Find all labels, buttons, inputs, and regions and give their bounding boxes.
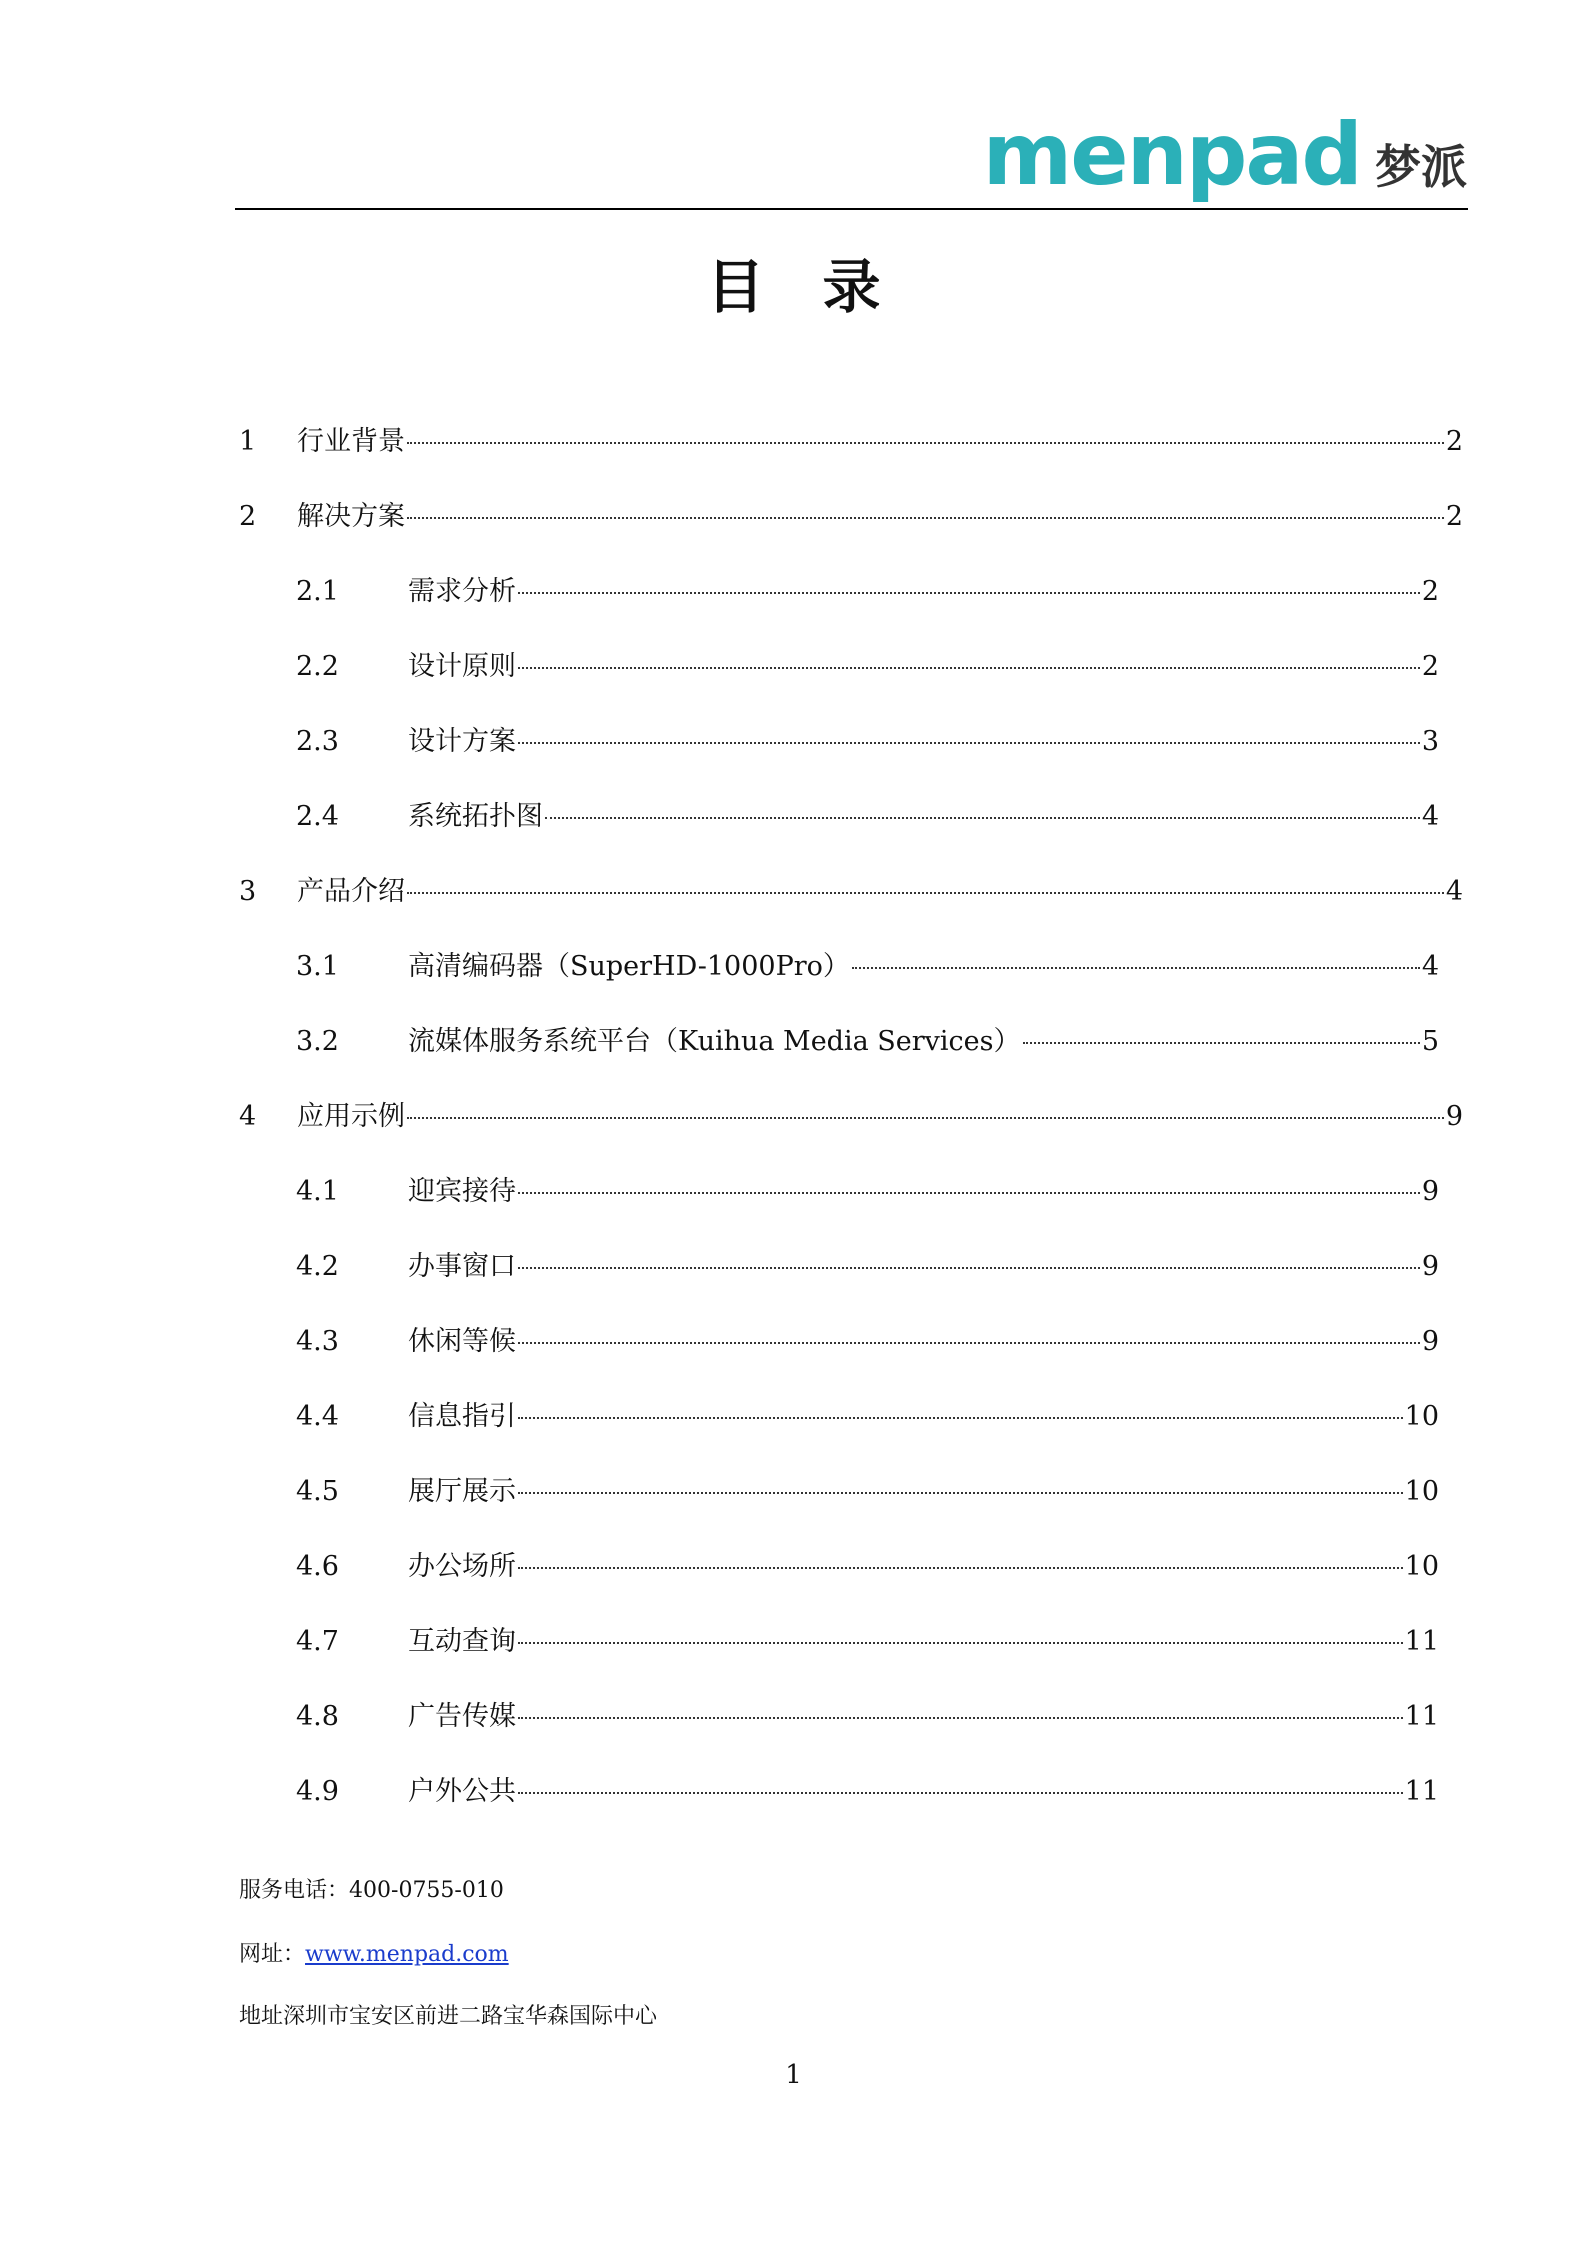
toc-entry-number: 4.8 — [296, 1701, 339, 1732]
page-title: 目录 — [706, 253, 939, 321]
toc-entry[interactable] — [239, 1097, 1463, 1137]
toc-entry-number: 3.2 — [296, 1026, 339, 1057]
toc-dot-leader — [518, 1567, 1403, 1569]
toc-entry-label: 迎宾接待 — [408, 1176, 516, 1207]
page-number: 1 — [785, 2060, 802, 2090]
toc-entry-page: 4 — [1421, 801, 1439, 832]
toc-entry[interactable] — [239, 872, 1463, 912]
toc-entry[interactable] — [296, 1397, 1439, 1437]
toc-entry-page: 11 — [1404, 1701, 1439, 1732]
toc-dot-leader — [407, 442, 1444, 444]
toc-entry-label: 互动查询 — [408, 1626, 516, 1657]
toc-entry-number: 4.4 — [296, 1401, 339, 1432]
brand-logo — [982, 105, 1467, 205]
toc-entry-page: 2 — [1421, 576, 1439, 607]
toc-entry-label: 产品介绍 — [297, 876, 405, 907]
toc-entry-number: 4.9 — [296, 1776, 339, 1807]
footer-address: 地址深圳市宝安区前进二路宝华森国际中心 — [239, 2004, 658, 2029]
toc-entry[interactable] — [296, 1322, 1439, 1362]
toc-entry-label: 设计方案 — [408, 726, 516, 757]
toc-entry-number: 2.2 — [296, 651, 339, 682]
toc-entry-page: 4 — [1445, 876, 1463, 907]
toc-entry-number: 4.1 — [296, 1176, 339, 1207]
toc-entry-page: 9 — [1421, 1176, 1439, 1207]
toc-entry-page: 10 — [1404, 1476, 1439, 1507]
header-divider — [235, 208, 1468, 210]
footer-phone-label: 服务电话： — [239, 1878, 350, 1903]
toc-entry-page: 2 — [1445, 426, 1463, 457]
footer-phone — [239, 1876, 504, 1906]
toc-entry-number: 2 — [239, 501, 257, 532]
logo-wordmark: menpad — [982, 105, 1361, 205]
toc-dot-leader — [518, 592, 1420, 594]
toc-entry[interactable] — [296, 947, 1439, 987]
toc-entry-page: 11 — [1404, 1776, 1439, 1807]
toc-entry-page: 11 — [1404, 1626, 1439, 1657]
toc-entry-page: 10 — [1404, 1401, 1439, 1432]
toc-entry[interactable] — [296, 1172, 1439, 1212]
toc-entry-number: 3 — [239, 876, 257, 907]
toc-entry-number: 4 — [239, 1101, 257, 1132]
toc-dot-leader — [518, 1267, 1420, 1269]
toc-entry[interactable] — [239, 497, 1463, 537]
toc-entry-label: 流媒体服务系统平台（Kuihua Media Services） — [408, 1026, 1021, 1057]
toc-dot-leader — [852, 967, 1420, 969]
toc-dot-leader — [518, 1417, 1403, 1419]
toc-entry-label: 应用示例 — [297, 1101, 405, 1132]
toc-dot-leader — [545, 817, 1420, 819]
toc-entry-page: 9 — [1421, 1326, 1439, 1357]
toc-entry-label: 办公场所 — [408, 1551, 516, 1582]
toc-entry[interactable] — [296, 1022, 1439, 1062]
toc-entry-page: 10 — [1404, 1551, 1439, 1582]
toc-entry[interactable] — [296, 1247, 1439, 1287]
toc-dot-leader — [407, 517, 1444, 519]
toc-entry-number: 4.3 — [296, 1326, 339, 1357]
footer-website — [239, 1940, 509, 1970]
toc-entry-number: 4.6 — [296, 1551, 339, 1582]
toc-entry-number: 2.4 — [296, 801, 339, 832]
toc-entry[interactable] — [296, 1622, 1439, 1662]
toc-dot-leader — [407, 892, 1444, 894]
toc-entry-number: 1 — [239, 426, 257, 457]
toc-entry-number: 2.1 — [296, 576, 339, 607]
toc-dot-leader — [407, 1117, 1444, 1119]
toc-entry[interactable] — [296, 1772, 1439, 1812]
toc-entry-page: 2 — [1421, 651, 1439, 682]
toc-entry[interactable] — [296, 797, 1439, 837]
toc-entry-number: 3.1 — [296, 951, 339, 982]
toc-entry-label: 户外公共 — [408, 1776, 516, 1807]
toc-dot-leader — [518, 742, 1420, 744]
toc-entry-page: 3 — [1421, 726, 1439, 757]
toc-entry-page: 2 — [1445, 501, 1463, 532]
toc-entry[interactable] — [296, 1697, 1439, 1737]
toc-entry[interactable] — [296, 572, 1439, 612]
toc-entry[interactable] — [296, 722, 1439, 762]
toc-dot-leader — [518, 1642, 1403, 1644]
toc-entry-page: 5 — [1421, 1026, 1439, 1057]
toc-entry-page: 9 — [1421, 1251, 1439, 1282]
toc-entry[interactable] — [296, 1472, 1439, 1512]
footer-web-link[interactable]: www.menpad.com — [305, 1942, 509, 1967]
toc-dot-leader — [518, 667, 1420, 669]
toc-entry-label: 行业背景 — [297, 426, 405, 457]
toc-entry[interactable] — [296, 1547, 1439, 1587]
toc-entry-page: 9 — [1445, 1101, 1463, 1132]
footer-phone-number: 400-0755-010 — [349, 1878, 504, 1903]
toc-dot-leader — [518, 1192, 1420, 1194]
toc-entry-number: 4.2 — [296, 1251, 339, 1282]
toc-dot-leader — [518, 1492, 1403, 1494]
toc-entry-label: 广告传媒 — [408, 1701, 516, 1732]
toc-entry-label: 解决方案 — [297, 501, 405, 532]
footer-web-label: 网址： — [239, 1942, 306, 1967]
toc-entry-number: 4.5 — [296, 1476, 339, 1507]
toc-entry-label: 高清编码器（SuperHD-1000Pro） — [408, 951, 850, 982]
toc-entry-label: 需求分析 — [408, 576, 516, 607]
toc-dot-leader — [518, 1717, 1403, 1719]
toc-entry-number: 2.3 — [296, 726, 339, 757]
toc-entry-label: 休闲等候 — [408, 1326, 516, 1357]
toc-entry-page: 4 — [1421, 951, 1439, 982]
toc-entry-label: 系统拓扑图 — [408, 801, 543, 832]
toc-entry-label: 办事窗口 — [408, 1251, 516, 1282]
toc-entry-label: 设计原则 — [408, 651, 516, 682]
toc-entry[interactable] — [296, 647, 1439, 687]
toc-dot-leader — [1023, 1042, 1420, 1044]
toc-entry-label: 展厅展示 — [408, 1476, 516, 1507]
toc-dot-leader — [518, 1342, 1420, 1344]
toc-entry-number: 4.7 — [296, 1626, 339, 1657]
toc-dot-leader — [518, 1792, 1403, 1794]
toc-entry-label: 信息指引 — [408, 1401, 516, 1432]
toc-entry[interactable] — [239, 422, 1463, 462]
logo-chinese-name: 梦派 — [1375, 140, 1467, 194]
